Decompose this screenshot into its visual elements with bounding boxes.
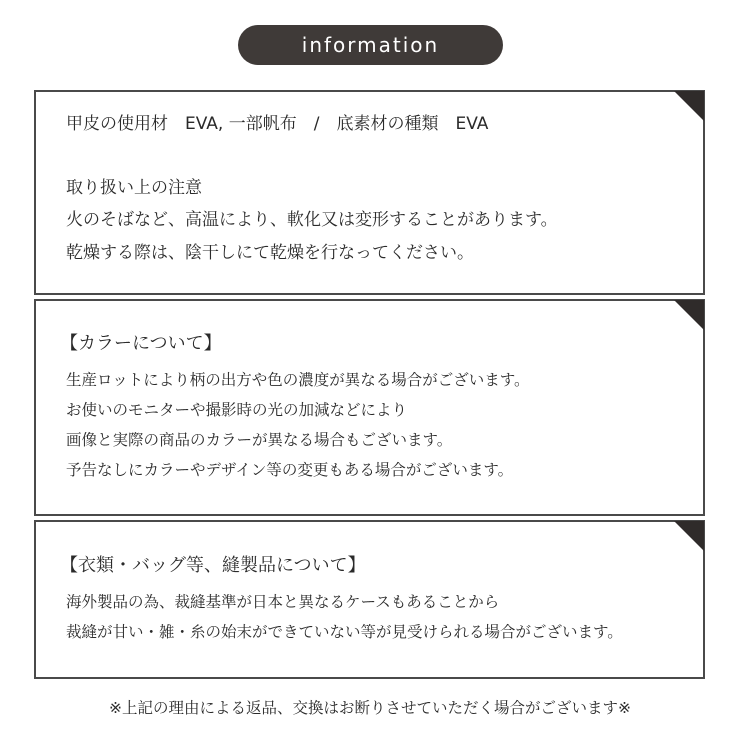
corner-triangle-icon <box>674 521 704 551</box>
material-line: 甲皮の使用材 EVA, 一部帆布 / 底素材の種類 EVA <box>66 114 489 134</box>
return-policy-note: ※上記の理由による返品、交換はお断りさせていただく場合がございます※ <box>109 699 631 717</box>
color-line: 生産ロットにより柄の出方や色の濃度が異なる場合がございます。 <box>66 371 530 389</box>
color-notice-box <box>34 299 705 516</box>
care-heading: 取り扱い上の注意 <box>66 178 202 198</box>
sewn-line: 裁縫が甘い・雑・糸の始末ができていない等が見受けられる場合がございます。 <box>66 623 623 641</box>
color-line: お使いのモニターや撮影時の光の加減などにより <box>66 401 408 419</box>
corner-triangle-icon <box>674 91 704 121</box>
material-care-box <box>34 90 705 295</box>
care-line: 火のそばなど、高温により、軟化又は変形することがあります。 <box>66 210 558 230</box>
corner-triangle-icon <box>674 300 704 330</box>
care-line: 乾燥する際は、陰干しにて乾燥を行なってください。 <box>66 243 474 263</box>
sewn-products-box <box>34 520 705 679</box>
color-line: 予告なしにカラーやデザイン等の変更もある場合がございます。 <box>66 461 514 479</box>
sewn-heading: 【衣類・バッグ等、縫製品について】 <box>60 555 366 576</box>
page-title: information <box>301 33 440 57</box>
section-title-pill <box>238 25 503 65</box>
sewn-line: 海外製品の為、裁縫基準が日本と異なるケースもあることから <box>66 593 500 611</box>
color-line: 画像と実際の商品のカラーが異なる場合もございます。 <box>66 431 453 449</box>
color-heading: 【カラーについて】 <box>60 333 222 354</box>
